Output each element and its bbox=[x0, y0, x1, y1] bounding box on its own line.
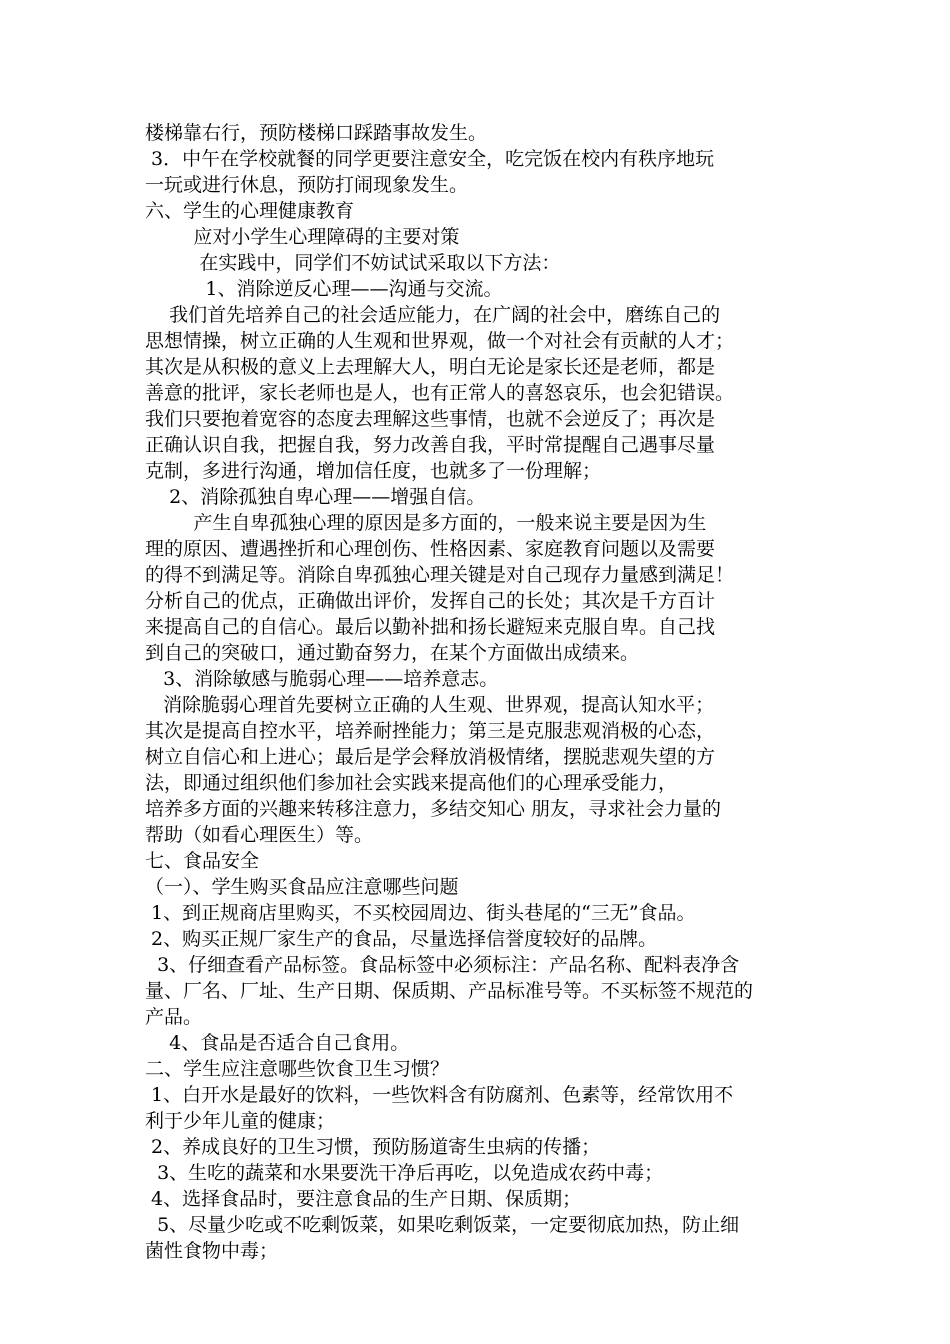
text-line: 菌性食物中毒； bbox=[145, 1240, 279, 1262]
list-item: 2、购买正规厂家生产的食品，尽量选择信誉度较好的品牌。 bbox=[145, 928, 658, 950]
text-line: 利于少年儿童的健康； bbox=[145, 1110, 336, 1132]
text-line: 产品。 bbox=[145, 1006, 203, 1028]
text-line: 3．中午在学校就餐的同学更要注意安全，吃完饭在校内有秩序地玩 bbox=[145, 148, 715, 170]
text-line: 来提高自己的自信心。最后以勤补拙和扬长避短来克服自卑。自己找 bbox=[145, 616, 716, 638]
list-item: 1、白开水是最好的饮料，一些饮料含有防腐剂、色素等，经常饮用不 bbox=[145, 1084, 734, 1106]
text-line: 我们首先培养自己的社会适应能力，在广阔的社会中，磨练自己的 bbox=[145, 304, 721, 326]
text-line: 树立自信心和上进心；最后是学会释放消极情绪，摆脱悲观失望的方 bbox=[145, 746, 716, 768]
text-line: 思想情操，树立正确的人生观和世界观，做一个对社会有贡献的人才； bbox=[145, 330, 735, 352]
text-line: 在实践中，同学们不妨试试采取以下方法： bbox=[145, 252, 561, 274]
list-item: 4、食品是否适合自己食用。 bbox=[145, 1032, 410, 1054]
text-line: 培养多方面的兴趣来转移注意力，多结交知心 朋友，寻求社会力量的 bbox=[145, 798, 722, 820]
text-line: 分析自己的优点，正确做出评价，发挥自己的长处；其次是千方百计 bbox=[145, 590, 716, 612]
list-item: 4、选择食品时，要注意食品的生产日期、保质期； bbox=[145, 1188, 582, 1210]
text-line: 克制，多进行沟通，增加信任度，也就多了一份理解； bbox=[145, 460, 602, 482]
text-line: 正确认识自我，把握自我，努力改善自我，平时常提醒自己遇事尽量 bbox=[145, 434, 716, 456]
section-heading: 二、学生应注意哪些饮食卫生习惯？ bbox=[145, 1058, 450, 1080]
text-line: 到自己的突破口，通过勤奋努力，在某个方面做出成绩来。 bbox=[145, 642, 640, 664]
section-heading: 六、学生的心理健康教育 bbox=[145, 200, 355, 222]
list-item: 1、消除逆反心理——沟通与交流。 bbox=[145, 278, 503, 300]
text-line: 理的原因、遭遇挫折和心理创伤、性格因素、家庭教育问题以及需要 bbox=[145, 538, 716, 560]
list-item: 3、消除敏感与脆弱心理——培养意志。 bbox=[145, 668, 499, 690]
text-line: 帮助（如看心理医生）等。 bbox=[145, 824, 374, 846]
text-line: 善意的批评，家长老师也是人，也有正常人的喜怒哀乐，也会犯错误。 bbox=[145, 382, 735, 404]
text-line: 量、厂名、厂址、生产日期、保质期、产品标准号等。不买标签不规范的 bbox=[145, 980, 754, 1002]
list-item: 5、尽量少吃或不吃剩饭菜，如果吃剩饭菜，一定要彻底加热，防止细 bbox=[145, 1214, 740, 1236]
text-line: 我们只要抱着宽容的态度去理解这些事情，也就不会逆反了；再次是 bbox=[145, 408, 716, 430]
text-line: 其次是提高自控水平，培养耐挫能力；第三是克服悲观消极的心态， bbox=[145, 720, 716, 742]
text-line: 消除脆弱心理首先要树立正确的人生观、世界观，提高认知水平； bbox=[145, 694, 715, 716]
section-heading: 七、食品安全 bbox=[145, 850, 260, 872]
text-line: 法，即通过组织他们参加社会实践来提高他们的心理承受能力， bbox=[145, 772, 678, 794]
subheading: 应对小学生心理障碍的主要对策 bbox=[145, 226, 460, 248]
text-line: 的得不到满足等。消除自卑孤独心理关键是对自己现存力量感到满足！ bbox=[145, 564, 735, 586]
text-line: 产生自卑孤独心理的原因是多方面的，一般来说主要是因为生 bbox=[145, 512, 707, 534]
text-line: 楼梯靠右行，预防楼梯口踩踏事故发生。 bbox=[145, 122, 488, 144]
subheading: （一）、学生购买食品应注意哪些问题 bbox=[145, 876, 459, 898]
text-line: 其次是从积极的意义上去理解大人，明白无论是家长还是老师，都是 bbox=[145, 356, 716, 378]
text-line: 一玩或进行休息，预防打闹现象发生。 bbox=[145, 174, 469, 196]
list-item: 3、生吃的蔬菜和水果要洗干净后再吃，以免造成农药中毒； bbox=[145, 1162, 664, 1184]
list-item: 1、到正规商店里购买，不买校园周边、街头巷尾的“三无”食品。 bbox=[145, 902, 696, 924]
list-item: 2、消除孤独自卑心理——增强自信。 bbox=[145, 486, 486, 508]
list-item: 3、仔细查看产品标签。食品标签中必须标注：产品名称、配料表净含 bbox=[145, 954, 740, 976]
list-item: 2、养成良好的卫生习惯，预防肠道寄生虫病的传播； bbox=[145, 1136, 601, 1158]
